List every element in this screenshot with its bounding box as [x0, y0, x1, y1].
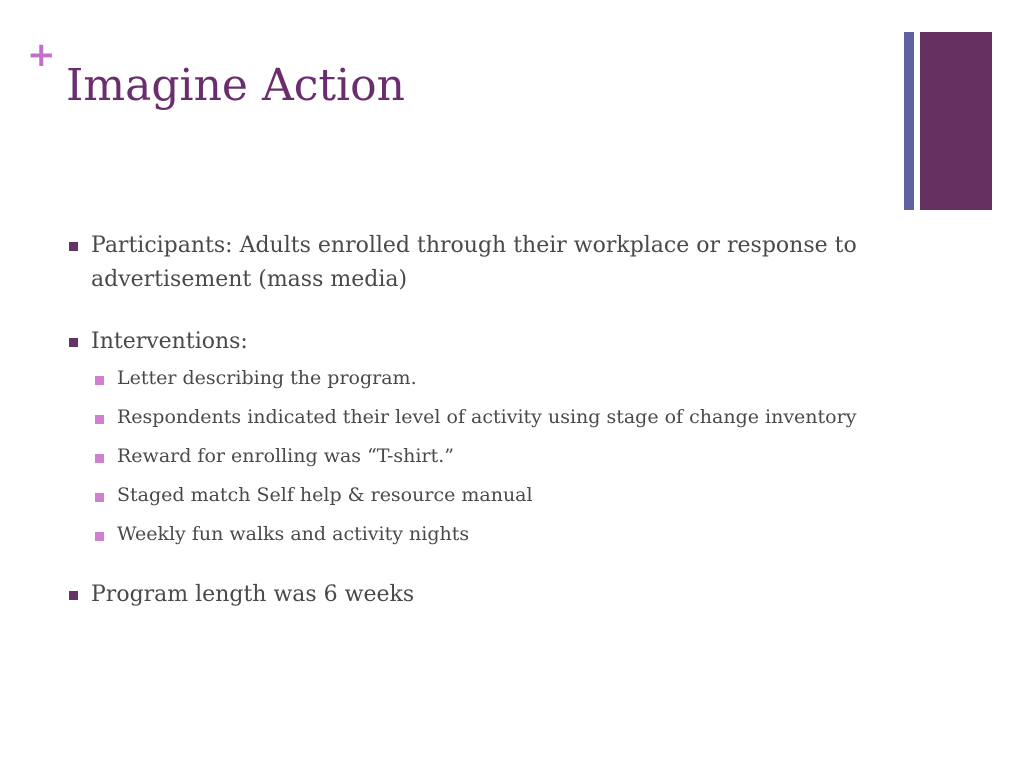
sub-bullet-text: Staged match Self help & resource manual — [117, 484, 533, 506]
slide-title: Imagine Action — [66, 60, 405, 111]
bullet-text: Interventions: — [91, 329, 248, 354]
plus-icon: + — [27, 35, 56, 75]
sub-bullet-respondents — [94, 402, 858, 433]
square-bullet-icon — [69, 591, 78, 600]
sub-bullet-text: Weekly fun walks and activity nights — [117, 523, 470, 545]
accent-bar-thick — [920, 32, 992, 210]
square-bullet-icon — [95, 532, 104, 541]
interventions-sub-list — [68, 363, 858, 550]
bullet-interventions — [68, 325, 858, 359]
square-bullet-icon — [95, 415, 104, 424]
slide-body — [68, 229, 858, 612]
square-bullet-icon — [95, 454, 104, 463]
bullet-participants — [68, 229, 858, 297]
sub-bullet-text: Respondents indicated their level of activity using stage of change inventory — [117, 406, 857, 428]
sub-bullet-text: Letter describing the program. — [117, 367, 417, 389]
square-bullet-icon — [69, 338, 78, 347]
sub-bullet-walks — [94, 519, 858, 550]
square-bullet-icon — [95, 493, 104, 502]
accent-bar-thin — [904, 32, 914, 210]
sub-bullet-manual — [94, 480, 858, 511]
sub-bullet-text: Reward for enrolling was “T-shirt.” — [117, 445, 454, 467]
bullet-text: Program length was 6 weeks — [91, 582, 415, 607]
sub-bullet-letter — [94, 363, 858, 394]
sub-bullet-reward — [94, 441, 858, 472]
bullet-program-length — [68, 578, 858, 612]
bullet-text: Participants: Adults enrolled through their workplace or response to advertisement (mass media) — [91, 233, 857, 292]
square-bullet-icon — [95, 376, 104, 385]
square-bullet-icon — [69, 242, 78, 251]
